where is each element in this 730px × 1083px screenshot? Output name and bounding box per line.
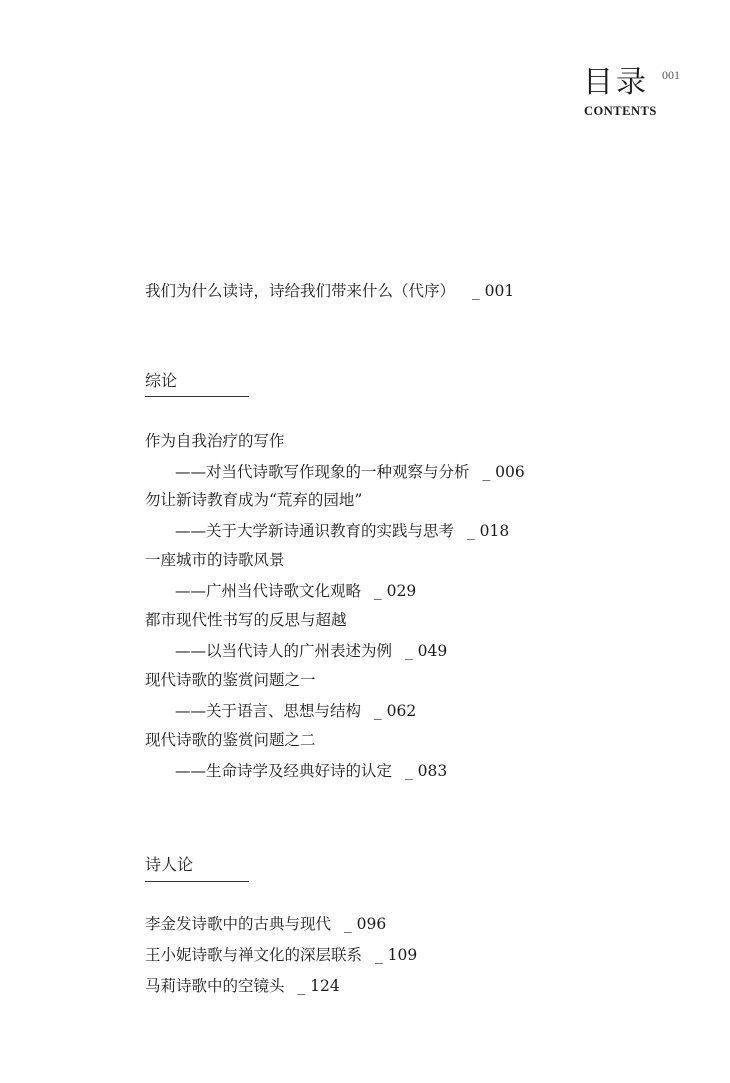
toc-entry-page: _ 018: [466, 522, 510, 540]
toc-entry[interactable]: [145, 914, 386, 934]
toc-entry-subtitle[interactable]: [175, 761, 447, 781]
section-heading-poets: 诗人论: [145, 855, 194, 874]
toc-entry-page: _ 001: [471, 282, 515, 300]
toc-entry-title[interactable]: 都市现代性书写的反思与超越: [145, 611, 347, 629]
toc-entry-title: 李金发诗歌中的古典与现代: [145, 915, 332, 933]
page-number: 001: [662, 68, 680, 82]
toc-entry-preface[interactable]: [145, 281, 514, 301]
toc-entry-title[interactable]: 现代诗歌的鉴赏问题之二: [145, 731, 316, 749]
toc-entry-page: _ 083: [404, 762, 448, 780]
page-subtitle: CONTENTS: [584, 104, 657, 118]
section-divider: [145, 881, 249, 882]
toc-entry-subtitle-text: ——广州当代诗歌文化观略: [175, 582, 362, 600]
toc-entry-subtitle-text: ——关于语言、思想与结构: [175, 702, 362, 720]
toc-entry-page: _ 049: [404, 642, 448, 660]
toc-entry-title[interactable]: 一座城市的诗歌风景: [145, 551, 285, 569]
toc-entry-page: _ 029: [373, 582, 417, 600]
toc-entry-page: _ 109: [374, 946, 418, 964]
toc-entry-title[interactable]: 勿让新诗教育成为“荒弃的园地”: [145, 491, 363, 509]
toc-entry-subtitle[interactable]: [175, 581, 416, 601]
toc-entry-subtitle-text: ——生命诗学及经典好诗的认定: [175, 762, 393, 780]
toc-entry-subtitle[interactable]: [175, 521, 509, 541]
section-divider: [145, 396, 249, 397]
toc-entry-subtitle[interactable]: [175, 701, 416, 721]
toc-entry-title: 王小妮诗歌与禅文化的深层联系: [145, 946, 363, 964]
toc-entry[interactable]: [145, 945, 417, 965]
toc-entry-page: _ 006: [482, 463, 525, 481]
toc-entry-subtitle-text: ——以当代诗人的广州表述为例: [175, 642, 393, 660]
page-title: 目录: [583, 65, 649, 100]
toc-entry-page: _ 124: [297, 977, 340, 995]
toc-entry-title: 马莉诗歌中的空镜头: [145, 977, 285, 995]
toc-entry-subtitle-text: ——对当代诗歌写作现象的一种观察与分析: [175, 463, 470, 481]
toc-entry-title: 我们为什么读诗，诗给我们带来什么（代序）: [145, 282, 456, 300]
toc-entry-page: _ 096: [343, 915, 387, 933]
toc-entry[interactable]: [145, 976, 340, 996]
toc-entry-title[interactable]: 现代诗歌的鉴赏问题之一: [145, 671, 316, 689]
toc-entry-subtitle-text: ——关于大学新诗通识教育的实践与思考: [175, 522, 455, 540]
toc-entry-subtitle[interactable]: [175, 462, 525, 482]
toc-entry-title[interactable]: 作为自我治疗的写作: [145, 432, 285, 450]
section-heading-general: 综论: [145, 371, 178, 390]
toc-entry-page: _ 062: [373, 702, 417, 720]
toc-entry-subtitle[interactable]: [175, 641, 447, 661]
